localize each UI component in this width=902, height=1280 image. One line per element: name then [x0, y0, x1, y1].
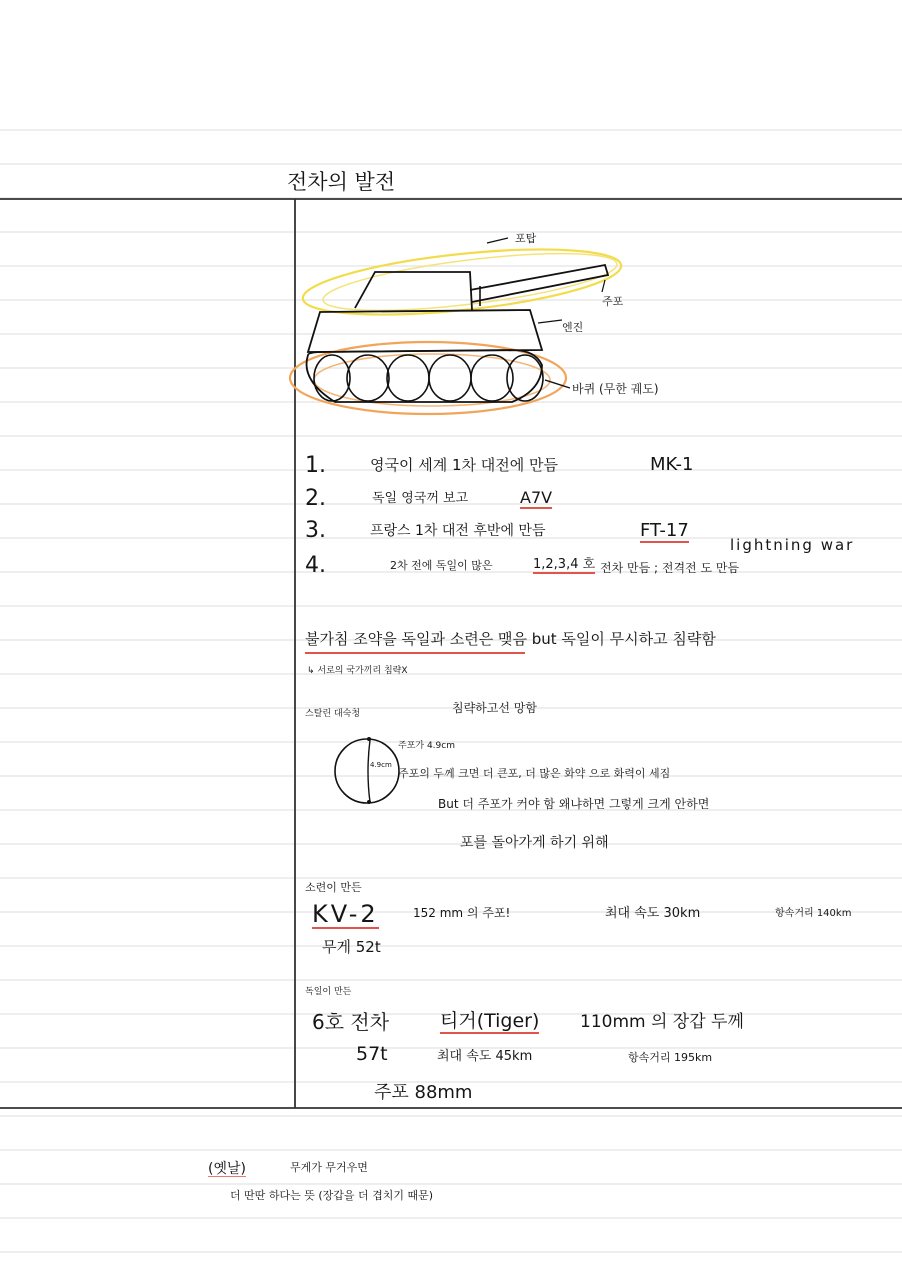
list-text: 독일 영국꺼 보고 [372, 491, 469, 506]
list-number: 1. [305, 453, 326, 478]
list-code: FT-17 [640, 520, 689, 541]
german-gun: 주포 88mm [374, 1082, 473, 1103]
footer-line1: 무게가 무거우면 [290, 1161, 368, 1174]
road-wheel [387, 355, 429, 401]
page-title: 전차의 발전 [287, 170, 396, 194]
side-note: lightning war [730, 536, 855, 554]
list-number: 3. [305, 518, 326, 543]
pact-line: 불가침 조약을 독일과 소련은 맺음 but 독일이 무시하고 침략함 [305, 630, 716, 648]
label-wheel: 바퀴 (무한 궤도) [572, 382, 659, 396]
german-prefix: 6호 전차 [312, 1010, 390, 1034]
german-armor: 110mm 의 장갑 두께 [580, 1012, 744, 1032]
stalin-line3: 포를 돌아가게 하기 위해 [460, 835, 609, 851]
hull-outline [308, 310, 542, 352]
footer-line2: 더 딴딴 하다는 뜻 (장갑을 더 겹치기 때문) [230, 1189, 434, 1202]
stalin-center: 침략하고선 망함 [452, 701, 537, 715]
soviet-speed: 최대 속도 30km [605, 906, 701, 921]
engine-leader [538, 320, 562, 323]
list-code: MK-1 [650, 454, 694, 475]
shell-diagram [332, 736, 402, 806]
soviet-label: 소련이 만든 [305, 881, 362, 894]
turret-leader [487, 238, 508, 243]
gun-barrel-outline [470, 265, 608, 302]
list-text: 영국이 세계 1차 대전에 만듬 [370, 456, 559, 474]
stalin-line1: 주포의 두께 크면 더 큰포, 더 많은 화약 으로 화력이 세짐 [398, 767, 671, 780]
german-weight: 57t [356, 1043, 388, 1065]
list-number: 2. [305, 486, 326, 511]
label-gun: 주포 [602, 295, 624, 308]
german-speed: 최대 속도 45km [437, 1049, 533, 1064]
label-turret: 포탑 [515, 232, 537, 245]
list-number: 4. [305, 553, 326, 578]
german-model: 티거(Tiger) [440, 1010, 540, 1032]
footer-tag: (옛날) [208, 1161, 246, 1177]
soviet-gun: 152 mm 의 주포! [413, 906, 511, 920]
soviet-range: 항속거리 140km [775, 908, 852, 919]
shell-inner-label: 4.9cm [370, 761, 392, 769]
list-text: 프랑스 1차 대전 후반에 만듬 [370, 523, 546, 539]
stalin-label: 스탈린 대숙청 [305, 709, 361, 719]
list-code: 1,2,3,4 호 [533, 557, 596, 572]
road-wheel [429, 355, 471, 401]
shell-size: 주포가 4.9cm [398, 741, 455, 751]
stalin-line2: But 더 주포가 커야 함 왜냐하면 그렇게 크게 안하면 [438, 797, 710, 811]
german-range: 항속거리 195km [628, 1051, 713, 1064]
soviet-model: KV-2 [312, 900, 379, 928]
turret-outline [355, 272, 472, 310]
german-label: 독일이 만든 [305, 987, 352, 997]
list-text: 2차 전에 독일이 많은 [390, 559, 493, 572]
pact-underline [305, 652, 525, 654]
list-code: A7V [520, 488, 553, 507]
pact-sub: ↳ 서로의 국가끼리 침략X [307, 666, 408, 676]
road-wheel [347, 355, 389, 401]
tank-diagram [280, 220, 700, 430]
label-engine: 엔진 [562, 321, 584, 334]
list-tail: 전차 만듬 ; 전격전 도 만듬 [600, 561, 740, 575]
soviet-weight: 무게 52t [322, 938, 381, 956]
